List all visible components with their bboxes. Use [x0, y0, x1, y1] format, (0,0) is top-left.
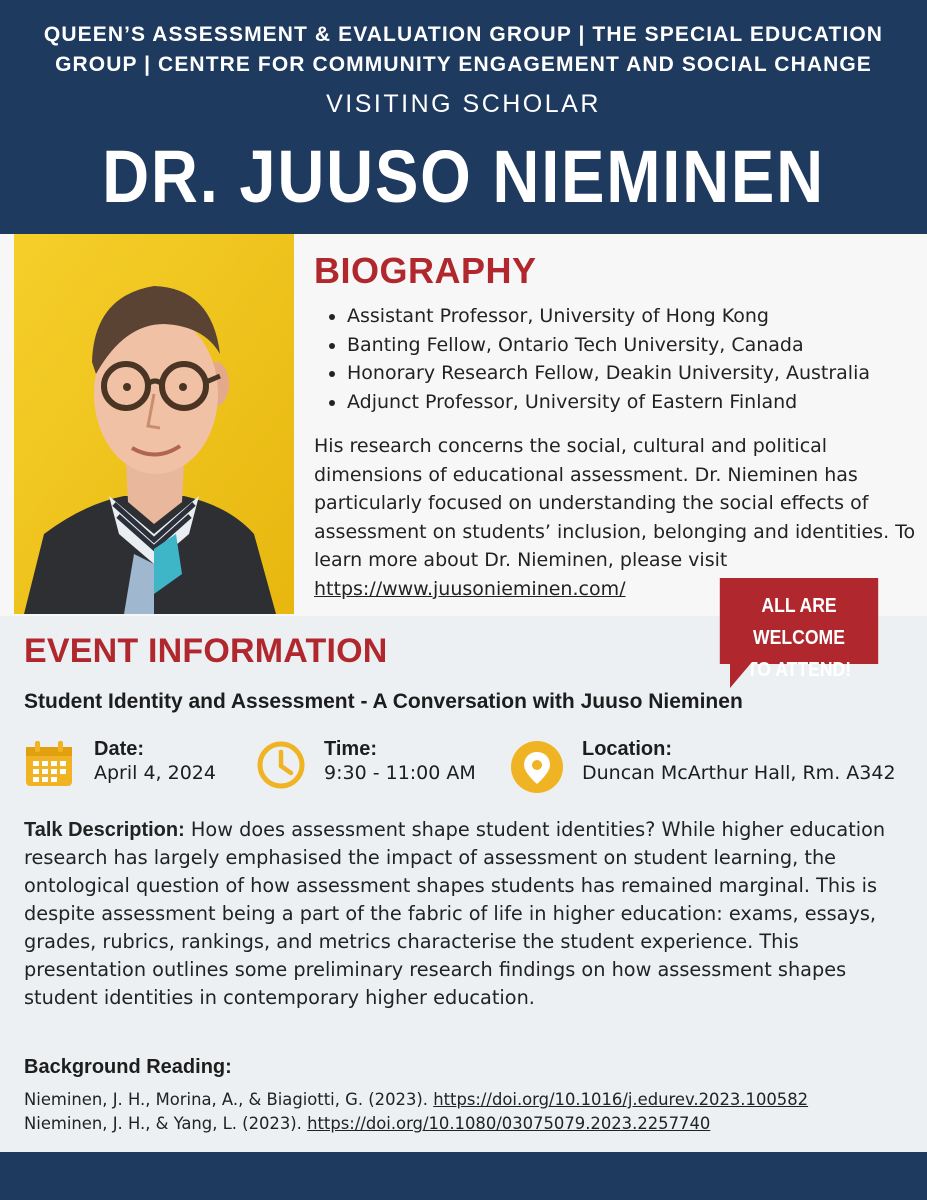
talk-description [24, 816, 920, 1012]
time-value: 9:30 - 11:00 AM [324, 762, 476, 784]
talk-title: Student Identity and Assessment - A Conversation with Juuso Nieminen [24, 690, 743, 713]
callout-line-2: TO ATTEND! [746, 659, 852, 681]
reference-item [24, 1114, 710, 1133]
speaker-photo [14, 234, 294, 614]
list-item: • Adjunct Professor, University of Eastern Finland [347, 388, 870, 417]
event-heading: EVENT INFORMATION [24, 632, 388, 670]
location-label: Location: [582, 738, 672, 760]
callout-tail [730, 662, 752, 688]
talk-description-label: Talk Description: [24, 819, 185, 841]
visiting-scholar-subtitle: VISITING SCHOLAR [326, 90, 601, 118]
website-link[interactable]: https://www.juusonieminen.com/ [314, 577, 626, 600]
talk-description-text: How does assessment shape student identities? While higher education research has largely emphasised the impact of assessment on student learning, the ontological question of how assessment shapes students has remained marginal. This is despite assessment being a part of the fabric of life in higher education: exams, essays, grades, rubrics, rankings, and metrics characterise the student experience. This presentation outlines some preliminary research findings on how assessment shapes student identities in contemporary higher education. [24, 818, 886, 1009]
reference-doi-link[interactable]: https://doi.org/10.1016/j.edurev.2023.100582 [433, 1090, 809, 1109]
biography-section [0, 234, 927, 616]
biography-summary-text: His research concerns the social, cultural and political dimensions of educational assessment. Dr. Nieminen has particularly focused on understanding the social effects of assessment on students’ inclusion, belonging and identities. To learn more about Dr. Nieminen, please visit [314, 435, 916, 571]
header-banner [0, 0, 927, 234]
date-label: Date: [94, 738, 145, 760]
reference-item [24, 1090, 808, 1109]
list-item: • Banting Fellow, Ontario Tech University, Canada [347, 331, 870, 360]
speaker-name: DR. JUUSO NIEMINEN [102, 135, 825, 218]
biography-heading: BIOGRAPHY [314, 250, 537, 291]
list-item: • Assistant Professor, University of Hong Kong [347, 302, 870, 331]
location-pin-icon [510, 740, 564, 794]
portrait-illustration [14, 234, 294, 614]
clock-icon [256, 740, 306, 790]
background-reading-heading: Background Reading: [24, 1056, 232, 1078]
reference-doi-link[interactable]: https://doi.org/10.1080/03075079.2023.2257740 [307, 1114, 711, 1133]
footer-bar [0, 1152, 927, 1200]
organizations-line: QUEEN’S ASSESSMENT & EVALUATION GROUP | THE SPECIAL EDUCATION GROUP | CENTRE FOR COMMUNITY ENGAGEMENT AND SOCIAL CHANGE [43, 23, 884, 76]
date-value: April 4, 2024 [94, 762, 216, 784]
calendar-icon [24, 740, 74, 788]
list-item: • Honorary Research Fellow, Deakin University, Australia [347, 359, 870, 388]
time-label: Time: [324, 738, 377, 760]
welcome-callout [720, 578, 878, 681]
callout-line-1: ALL ARE WELCOME [753, 595, 845, 649]
positions-list [314, 302, 870, 416]
reference-citation: Nieminen, J. H., & Yang, L. (2023). [24, 1114, 302, 1133]
reference-citation: Nieminen, J. H., Morina, A., & Biagiotti, G. (2023). [24, 1090, 428, 1109]
location-value: Duncan McArthur Hall, Rm. A342 [582, 762, 896, 784]
